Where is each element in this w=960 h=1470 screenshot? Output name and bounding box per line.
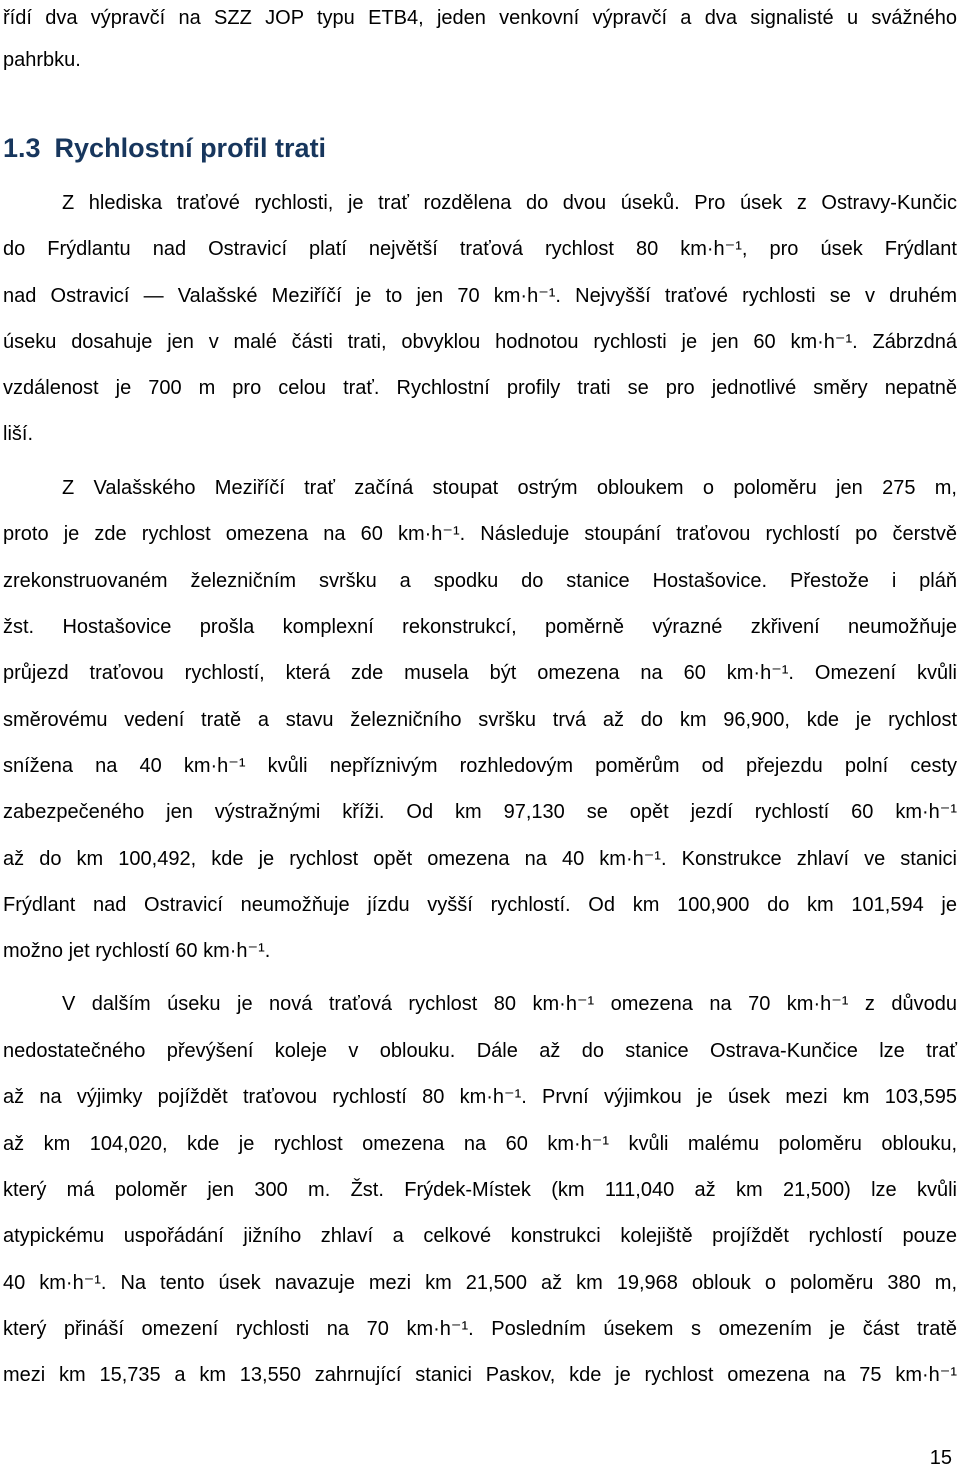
text-line: úseku dosahuje jen v malé části trati, obvyklou hodnotou rychlosti je jen 60 km·h⁻¹. Zábrzdná (3, 331, 957, 353)
section-title: Rychlostní profil trati (54, 133, 327, 163)
text-line: do Frýdlantu nad Ostravicí platí největší traťová rychlost 80 km·h⁻¹, pro úsek Frýdlant (3, 238, 957, 260)
text-line: Frýdlant nad Ostravicí neumožňuje jízdu vyšší rychlostí. Od km 100,900 do km 101,594 je (3, 894, 957, 916)
text-line: řídí dva výpravčí na SZZ JOP typu ETB4, jeden venkovní výpravčí a dva signalisté u svážného (3, 7, 957, 29)
text-line: který přináší omezení rychlosti na 70 km·h⁻¹. Posledním úsekem s omezením je část tratě (3, 1318, 957, 1340)
text-line: až do km 100,492, kde je rychlost opět omezena na 40 km·h⁻¹. Konstrukce zhlaví ve stanici (3, 848, 957, 870)
text-line: atypickému uspořádání jižního zhlaví a celkové konstrukci kolejiště projíždět rychlostí pouze (3, 1225, 957, 1247)
text-line: průjezd traťovou rychlostí, která zde musela být omezena na 60 km·h⁻¹. Omezení kvůli (3, 662, 957, 684)
page-number: 15 (929, 1447, 952, 1469)
text-line: Z Valašského Meziříčí trať začíná stoupat ostrým obloukem o poloměru jen 275 m, (62, 477, 957, 499)
text-line: až km 104,020, kde je rychlost omezena na 60 km·h⁻¹ kvůli malému poloměru oblouku, (3, 1133, 957, 1155)
section-number: 1.3 (3, 133, 41, 163)
text-line: nad Ostravicí — Valašské Meziříčí je to jen 70 km·h⁻¹. Nejvyšší traťové rychlosti se v druhém (3, 285, 957, 307)
text-line: žst. Hostašovice prošla komplexní rekonstrukcí, poměrně výrazné zkřivení neumožňuje (3, 616, 957, 638)
text-line: liší. (3, 423, 33, 445)
text-line: který má poloměr jen 300 m. Žst. Frýdek-Místek (km 111,040 až km 21,500) lze kvůli (3, 1179, 957, 1201)
text-line: snížena na 40 km·h⁻¹ kvůli nepříznivým rozhledovým poměrům od přejezdu polní cesty (3, 755, 957, 777)
text-line: možno jet rychlostí 60 km·h⁻¹. (3, 940, 271, 962)
text-line: zabezpečeného jen výstražnými kříži. Od km 97,130 se opět jezdí rychlostí 60 km·h⁻¹ (3, 801, 957, 823)
text-line: proto je zde rychlost omezena na 60 km·h⁻¹. Následuje stoupání traťovou rychlostí po čerstvě (3, 523, 957, 545)
text-line: až na výjimky pojíždět traťovou rychlostí 80 km·h⁻¹. První výjimkou je úsek mezi km 103,595 (3, 1086, 957, 1108)
text-line: Z hlediska traťové rychlosti, je trať rozdělena do dvou úseků. Pro úsek z Ostravy-Kunčic (62, 192, 957, 214)
text-line: zrekonstruovaném železničním svršku a spodku do stanice Hostašovice. Přestože i pláň (3, 570, 957, 592)
section-heading (3, 130, 957, 166)
text-line: pahrbku. (3, 49, 81, 71)
text-line: mezi km 15,735 a km 13,550 zahrnující stanici Paskov, kde je rychlost omezena na 75 km·h⁻¹ (3, 1364, 957, 1386)
text-line: nedostatečného převýšení koleje v oblouku. Dále až do stanice Ostrava-Kunčice lze trať (3, 1040, 957, 1062)
text-line: vzdálenost je 700 m pro celou trať. Rychlostní profily trati se pro jednotlivé směry nepatně (3, 377, 957, 399)
text-line: 40 km·h⁻¹. Na tento úsek navazuje mezi km 21,500 až km 19,968 oblouk o poloměru 380 m, (3, 1272, 957, 1294)
text-line: V dalším úseku je nová traťová rychlost 80 km·h⁻¹ omezena na 70 km·h⁻¹ z důvodu (62, 993, 957, 1015)
text-line: směrovému vedení tratě a stavu železničního svršku trvá až do km 96,900, kde je rychlost (3, 709, 957, 731)
